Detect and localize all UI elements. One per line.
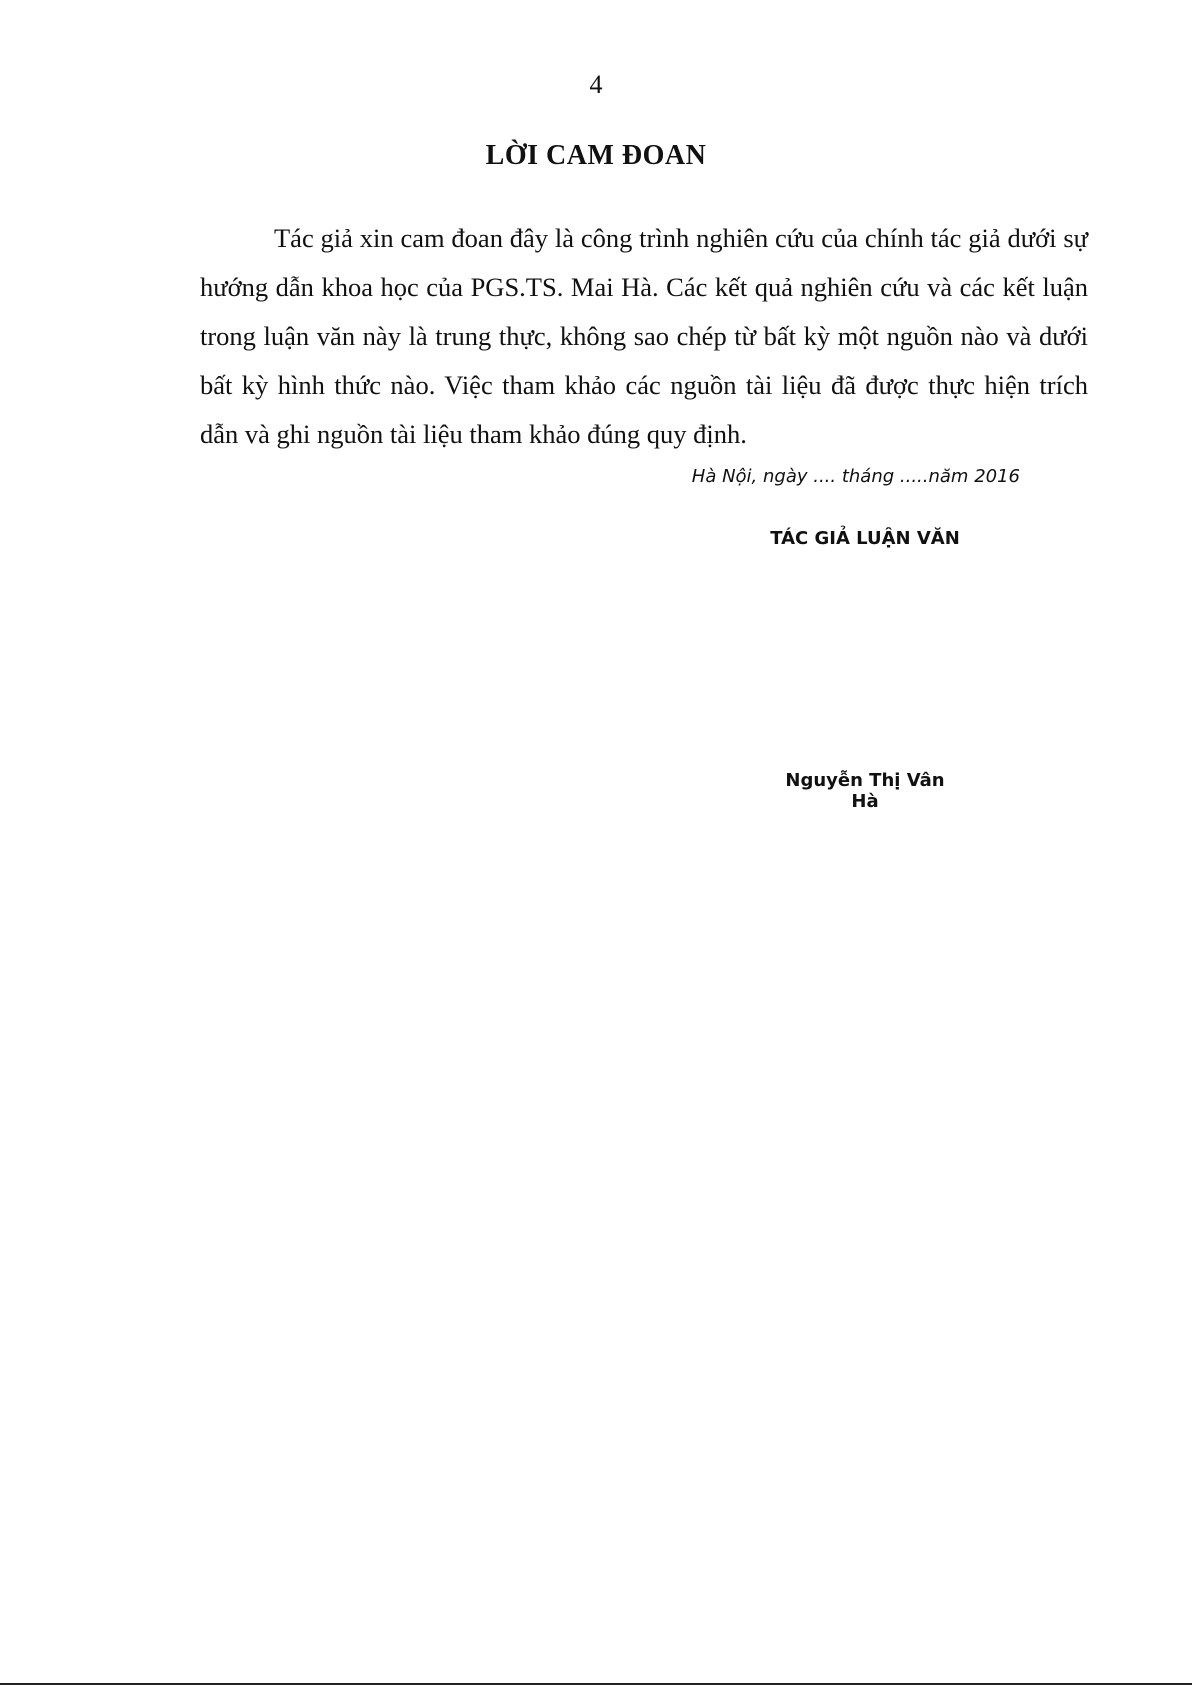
- author-label: TÁC GIẢ LUẬN VĂN: [770, 528, 960, 549]
- page-number: 4: [589, 70, 603, 99]
- declaration-paragraph: Tác giả xin cam đoan đây là công trình nghiên cứu của chính tác giả dưới sự hướng dẫn khoa học của PGS.TS. Mai Hà. Các kết quả nghiên cứu và các kết luận trong luận văn này là trung thực, không sao chép từ bất kỳ một nguồn nào và dưới bất kỳ hình thức nào. Việc tham khảo các nguồn tài liệu đã được thực hiện trích dẫn và ghi nguồn tài liệu tham khảo đúng quy định.: [200, 223, 1088, 449]
- page-title: LỜI CAM ĐOAN: [485, 140, 707, 171]
- author-name: Nguyễn Thị Vân Hà: [785, 770, 945, 812]
- date-line: Hà Nội, ngày .... tháng .....năm 2016: [691, 466, 1020, 487]
